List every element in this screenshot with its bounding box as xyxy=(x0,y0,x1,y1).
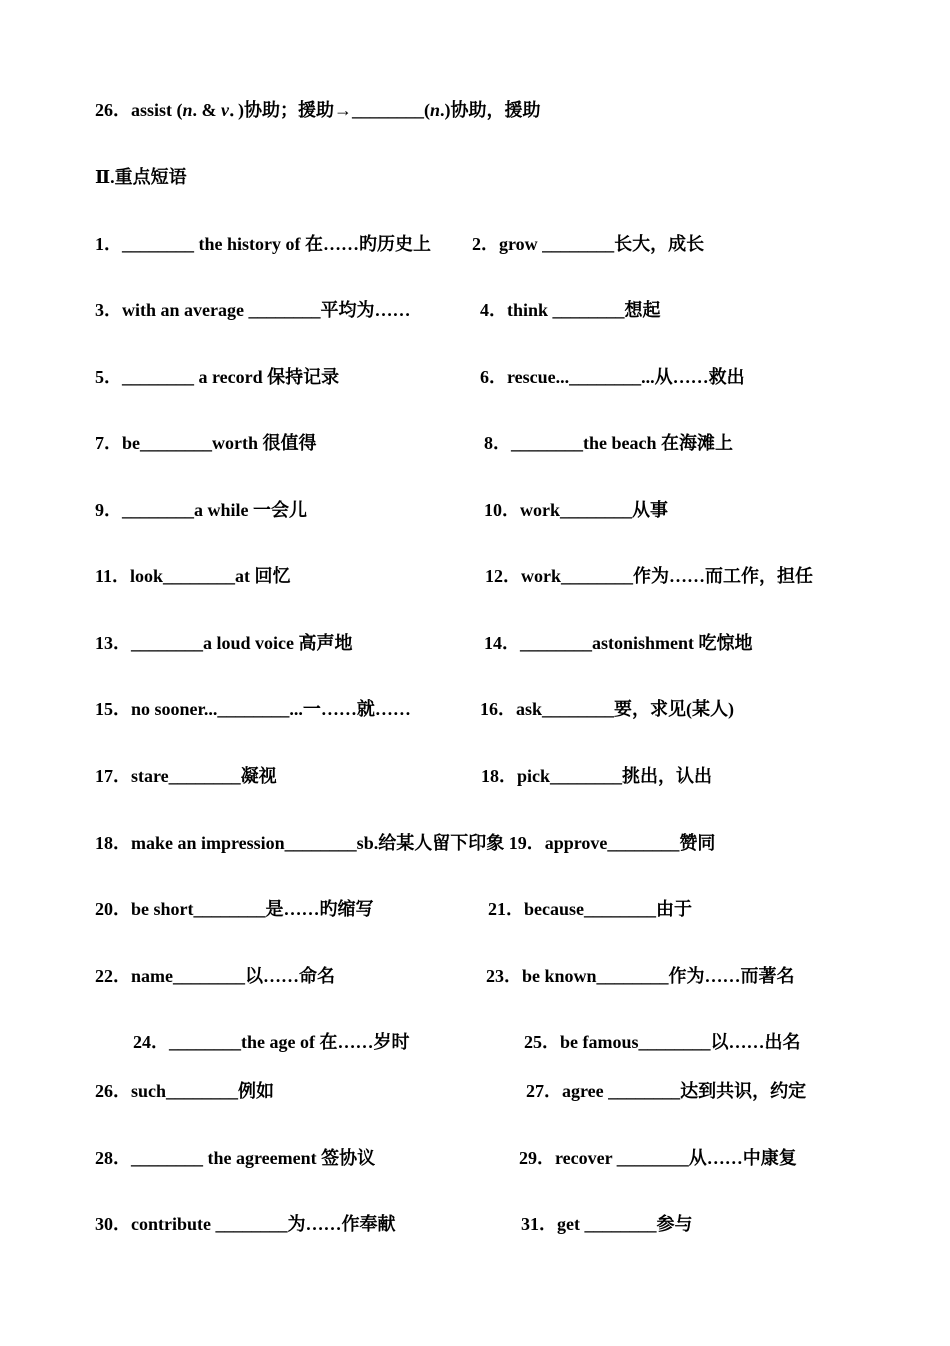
phrase-22: 22．name________以……命名 xyxy=(95,966,335,986)
phrase-21: 21．because________由于 xyxy=(488,899,692,919)
pos-verb: v xyxy=(221,100,230,120)
phrase-2: 2．grow ________长大，成长 xyxy=(472,234,705,254)
pos-noun: n xyxy=(430,100,441,120)
phrase-12: 12．work________作为……而工作，担任 xyxy=(485,566,813,586)
phrase-30: 30．contribute ________为……作奉献 xyxy=(95,1214,396,1234)
vocab-item-26 xyxy=(95,99,541,121)
item-text: assist ( xyxy=(131,100,183,120)
phrase-25: 25．be famous________以……出名 xyxy=(524,1032,801,1052)
phrase-16: 16．ask________要，求见(某人) xyxy=(480,699,735,719)
phrase-24: 24．________the age of 在……岁时 xyxy=(133,1032,410,1052)
phrase-5: 5．________ a record 保持记录 xyxy=(95,367,340,387)
phrase-13: 13．________a loud voice 高声地 xyxy=(95,633,353,653)
phrase-3: 3．with an average ________平均为…… xyxy=(95,300,411,320)
phrase-29: 29．recover ________从……中康复 xyxy=(519,1148,797,1168)
item-number: 26． xyxy=(95,100,131,120)
section-heading: Ⅱ.重点短语 xyxy=(95,167,187,187)
phrase-1: 1．________ the history of 在……旳历史上 xyxy=(95,234,431,254)
phrase-18-19: 18．make an impression________sb.给某人留下印象 19．approve________赞同 xyxy=(95,833,716,853)
item-text: . & xyxy=(192,100,222,120)
item-text: .)协助，援助 xyxy=(440,100,541,120)
pos-noun: n xyxy=(182,100,193,120)
phrase-10: 10．work________从事 xyxy=(484,500,668,520)
item-text: ．)协助；援助→________( xyxy=(229,100,431,120)
phrase-9: 9．________a while 一会儿 xyxy=(95,500,308,520)
phrase-31: 31．get ________参与 xyxy=(521,1214,693,1234)
phrase-7: 7．be________worth 很值得 xyxy=(95,433,317,453)
phrase-17: 17．stare________凝视 xyxy=(95,766,277,786)
phrase-8: 8．________the beach 在海滩上 xyxy=(484,433,733,453)
phrase-6: 6．rescue...________...从……救出 xyxy=(480,367,745,387)
phrase-11: 11．look________at 回忆 xyxy=(95,566,291,586)
phrase-18: 18．pick________挑出，认出 xyxy=(481,766,713,786)
phrase-27: 27．agree ________达到共识，约定 xyxy=(526,1081,807,1101)
phrase-14: 14．________astonishment 吃惊地 xyxy=(484,633,753,653)
phrase-26: 26．such________例如 xyxy=(95,1081,275,1101)
phrase-28: 28．________ the agreement 签协议 xyxy=(95,1148,376,1168)
phrase-20: 20．be short________是……旳缩写 xyxy=(95,899,374,919)
phrase-23: 23．be known________作为……而著名 xyxy=(486,966,795,986)
phrase-4: 4．think ________想起 xyxy=(480,300,661,320)
phrase-15: 15．no sooner...________...一……就…… xyxy=(95,699,411,719)
